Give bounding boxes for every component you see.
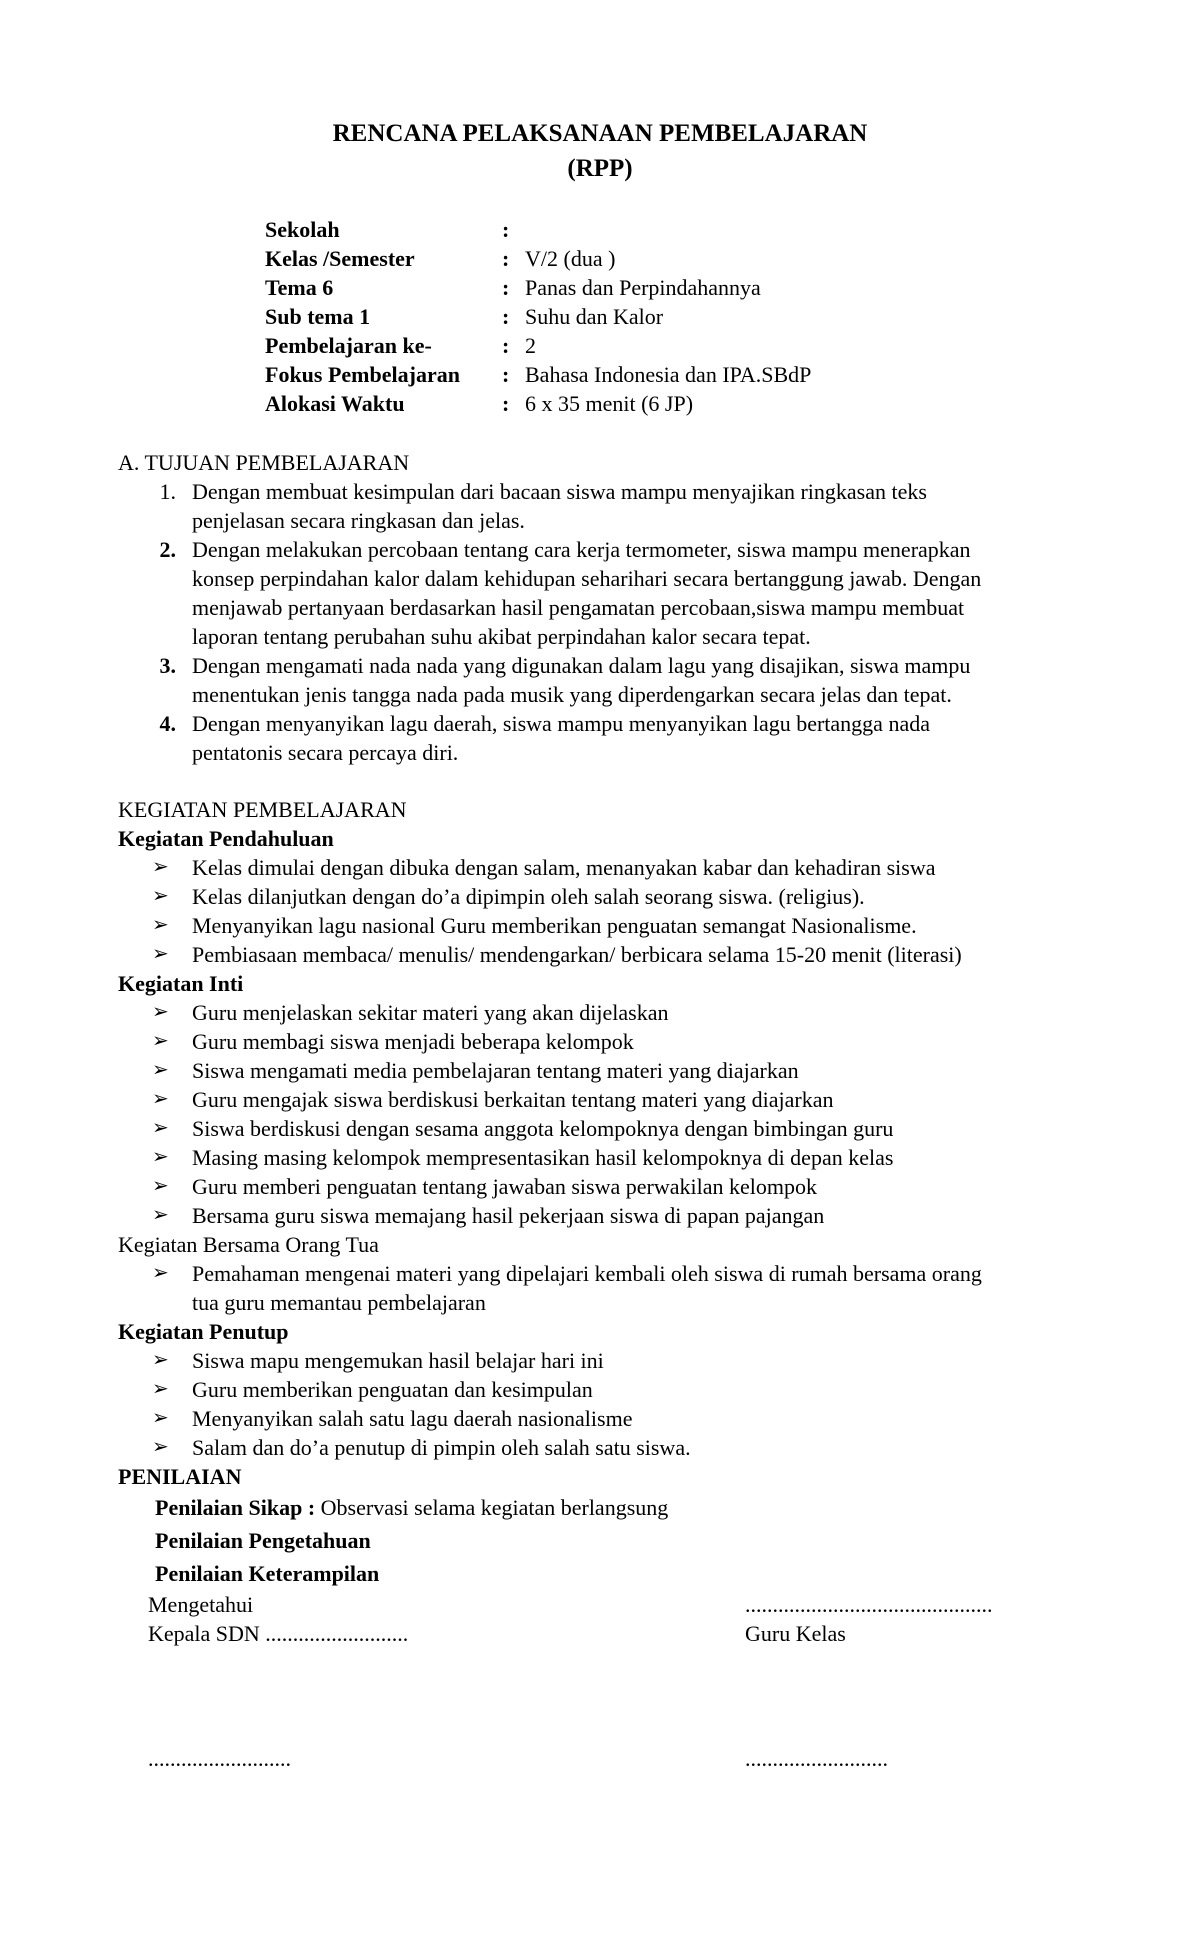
list-item-text: Bersama guru siswa memajang hasil pekerjaan siswa di papan pajangan [192, 1203, 825, 1228]
arrow-bullet-icon: ➢ [152, 1204, 169, 1226]
arrow-bullet-icon: ➢ [152, 1001, 169, 1023]
text-line: Dengan mengamati nada nada yang digunakan dalam lagu yang disajikan, siswa mampu [192, 653, 971, 678]
info-label: Tema 6 [265, 275, 334, 300]
info-label: Alokasi Waktu [265, 391, 405, 416]
list-number: 4. [159, 711, 176, 736]
list-item-text: Masing masing kelompok mempresentasikan hasil kelompoknya di depan kelas [192, 1145, 894, 1170]
guru-kelas-label: Guru Kelas [745, 1621, 846, 1646]
text-line: Pemahaman mengenai materi yang dipelajari kembali oleh siswa di rumah bersama orang [192, 1261, 982, 1286]
list-item-text: Guru mengajak siswa berdiskusi berkaitan tentang materi yang diajarkan [192, 1087, 834, 1112]
arrow-bullet-icon: ➢ [152, 856, 169, 878]
inti-heading: Kegiatan Inti [118, 971, 244, 996]
list-item-text: Guru memberikan penguatan dan kesimpulan [192, 1377, 593, 1402]
info-label: Pembelajaran ke- [265, 333, 432, 358]
arrow-bullet-icon: ➢ [152, 1349, 169, 1371]
tujuan-item-4 [192, 709, 1092, 767]
text-line: laporan tentang perubahan suhu akibat perpindahan kalor secara tepat. [192, 624, 811, 649]
arrow-bullet-icon: ➢ [152, 1146, 169, 1168]
info-colon: : [502, 362, 510, 387]
list-item-text: Guru membagi siswa menjadi beberapa kelompok [192, 1029, 634, 1054]
list-item-text: Menyanyikan lagu nasional Guru memberikan penguatan semangat Nasionalisme. [192, 913, 917, 938]
info-colon: : [502, 217, 510, 242]
penilaian-sikap [155, 1493, 668, 1522]
arrow-bullet-icon: ➢ [152, 1407, 169, 1429]
sikap-value: Observasi selama kegiatan berlangsung [315, 1495, 669, 1520]
info-colon: : [502, 275, 510, 300]
arrow-bullet-icon: ➢ [152, 1436, 169, 1458]
signature-line-right: .......................... [745, 1746, 888, 1771]
arrow-bullet-icon: ➢ [152, 1088, 169, 1110]
arrow-bullet-icon: ➢ [152, 885, 169, 907]
info-value: Suhu dan Kalor [525, 304, 664, 329]
arrow-bullet-icon: ➢ [152, 914, 169, 936]
text-line: tua guru memantau pembelajaran [192, 1290, 486, 1315]
text-line: pentatonis secara percaya diri. [192, 740, 459, 765]
text-line: menjawab pertanyaan berdasarkan hasil pengamatan percobaan,siswa mampu membuat [192, 595, 965, 620]
info-value: Bahasa Indonesia dan IPA.SBdP [525, 362, 812, 387]
list-number: 1. [159, 479, 176, 504]
arrow-bullet-icon: ➢ [152, 1117, 169, 1139]
list-item-text: Guru menjelaskan sekitar materi yang akan dijelaskan [192, 1000, 669, 1025]
tujuan-item-2 [192, 535, 1092, 651]
text-line: Dengan menyanyikan lagu daerah, siswa mampu menyanyikan lagu bertangga nada [192, 711, 930, 736]
doc-subtitle: (RPP) [567, 155, 633, 182]
kegiatan-heading: KEGIATAN PEMBELAJARAN [118, 797, 407, 822]
list-item-text: Kelas dimulai dengan dibuka dengan salam, menanyakan kabar dan kehadiran siswa [192, 855, 936, 880]
mengetahui-label: Mengetahui [148, 1592, 254, 1617]
arrow-bullet-icon: ➢ [152, 1175, 169, 1197]
info-label: Sekolah [265, 217, 340, 242]
info-colon: : [502, 391, 510, 416]
text-line: Dengan membuat kesimpulan dari bacaan siswa mampu menyajikan ringkasan teks [192, 479, 927, 504]
text-line: penjelasan secara ringkasan dan jelas. [192, 508, 525, 533]
text-line: menentukan jenis tangga nada pada musik yang diperdengarkan secara jelas dan tepat. [192, 682, 952, 707]
list-item-text: Guru memberi penguatan tentang jawaban siswa perwakilan kelompok [192, 1174, 817, 1199]
info-value: Panas dan Perpindahannya [525, 275, 761, 300]
doc-title: RENCANA PELAKSANAAN PEMBELAJARAN [332, 120, 868, 147]
info-colon: : [502, 304, 510, 329]
arrow-bullet-icon: ➢ [152, 943, 169, 965]
arrow-bullet-icon: ➢ [152, 1262, 169, 1284]
arrow-bullet-icon: ➢ [152, 1030, 169, 1052]
ortu-heading: Kegiatan Bersama Orang Tua [118, 1232, 379, 1257]
info-value: V/2 (dua ) [525, 246, 616, 271]
ortu-item-text [192, 1259, 1112, 1317]
list-item-text: Menyanyikan salah satu lagu daerah nasionalisme [192, 1406, 633, 1431]
info-value: 2 [525, 333, 536, 358]
list-item-text: Pembiasaan membaca/ menulis/ mendengarkan/ berbicara selama 15-20 menit (literasi) [192, 942, 962, 967]
penilaian-heading: PENILAIAN [118, 1464, 242, 1489]
tujuan-item-1 [192, 477, 1092, 535]
info-colon: : [502, 333, 510, 358]
guru-dots: ............................................. [745, 1592, 993, 1617]
tujuan-item-3 [192, 651, 1092, 709]
kepala-sdn-label: Kepala SDN .......................... [148, 1621, 409, 1646]
penutup-heading: Kegiatan Penutup [118, 1319, 289, 1344]
signature-line-left: .......................... [148, 1746, 291, 1771]
info-label: Sub tema 1 [265, 304, 371, 329]
info-value: 6 x 35 menit (6 JP) [525, 391, 694, 416]
list-item-text: Salam dan do’a penutup di pimpin oleh salah satu siswa. [192, 1435, 691, 1460]
info-label: Kelas /Semester [265, 246, 415, 271]
tujuan-heading: A. TUJUAN PEMBELAJARAN [118, 450, 410, 475]
arrow-bullet-icon: ➢ [152, 1378, 169, 1400]
list-item-text: Siswa berdiskusi dengan sesama anggota kelompoknya dengan bimbingan guru [192, 1116, 894, 1141]
text-line: Dengan melakukan percobaan tentang cara kerja termometer, siswa mampu menerapkan [192, 537, 971, 562]
list-item-text: Siswa mengamati media pembelajaran tentang materi yang diajarkan [192, 1058, 799, 1083]
info-colon: : [502, 246, 510, 271]
sikap-label: Penilaian Sikap : [155, 1495, 316, 1520]
list-item-text: Siswa mapu mengemukan hasil belajar hari ini [192, 1348, 604, 1373]
pendahuluan-heading: Kegiatan Pendahuluan [118, 826, 334, 851]
arrow-bullet-icon: ➢ [152, 1059, 169, 1081]
text-line: konsep perpindahan kalor dalam kehidupan seharihari secara bertanggung jawab. Dengan [192, 566, 982, 591]
penilaian-keterampilan: Penilaian Keterampilan [155, 1561, 380, 1586]
info-label: Fokus Pembelajaran [265, 362, 460, 387]
list-number: 2. [159, 537, 176, 562]
list-item-text: Kelas dilanjutkan dengan do’a dipimpin oleh salah seorang siswa. (religius). [192, 884, 865, 909]
list-number: 3. [159, 653, 176, 678]
penilaian-pengetahuan: Penilaian Pengetahuan [155, 1528, 371, 1553]
